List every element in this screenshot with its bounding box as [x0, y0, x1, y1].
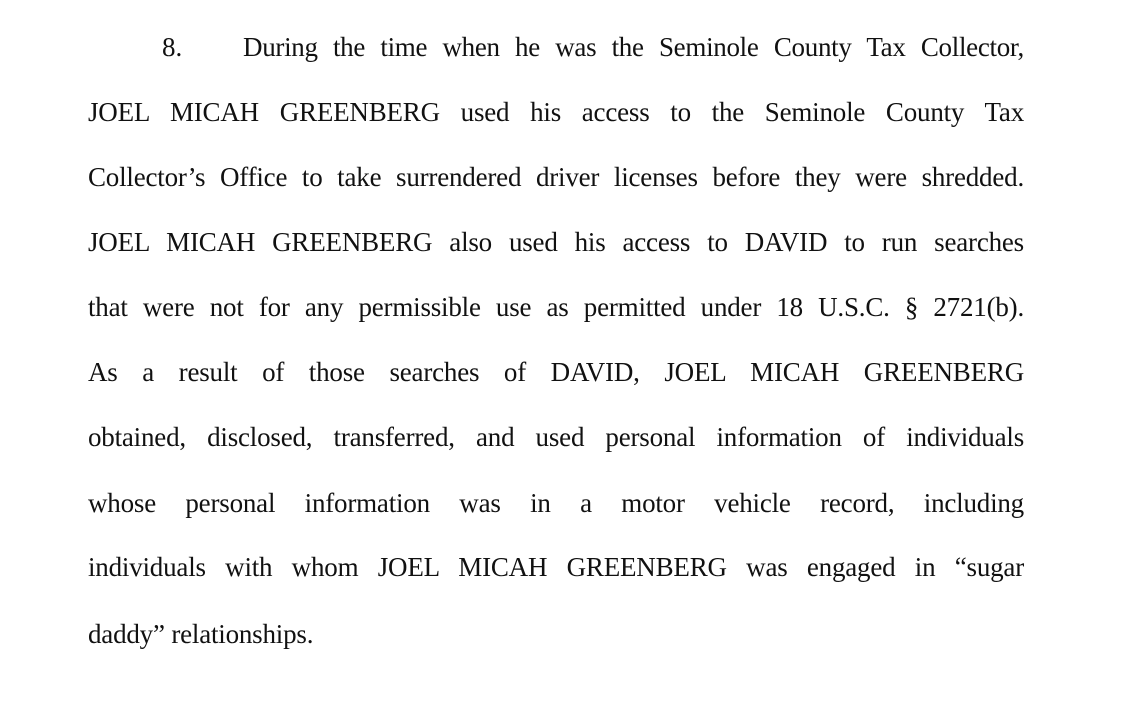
- text-line: JOEL MICAH GREENBERG also used his access to DAVID to run searches: [88, 227, 1024, 257]
- text-line: obtained, disclosed, transferred, and used personal information of individuals: [88, 422, 1024, 452]
- text-line: During the time when he was the Seminole County Tax Collector,: [243, 32, 1024, 62]
- paragraph-number: 8.: [162, 32, 183, 62]
- text-line: individuals with whom JOEL MICAH GREENBERG was engaged in “sugar: [88, 552, 1024, 582]
- text-line: Collector’s Office to take surrendered driver licenses before they were shredded.: [88, 162, 1024, 192]
- text-line: As a result of those searches of DAVID, JOEL MICAH GREENBERG: [88, 357, 1024, 387]
- text-line: daddy” relationships.: [88, 619, 314, 649]
- text-line: whose personal information was in a motor vehicle record, including: [88, 488, 1024, 518]
- text-line: JOEL MICAH GREENBERG used his access to the Seminole County Tax: [88, 97, 1024, 127]
- text-line: that were not for any permissible use as permitted under 18 U.S.C. § 2721(b).: [88, 292, 1024, 322]
